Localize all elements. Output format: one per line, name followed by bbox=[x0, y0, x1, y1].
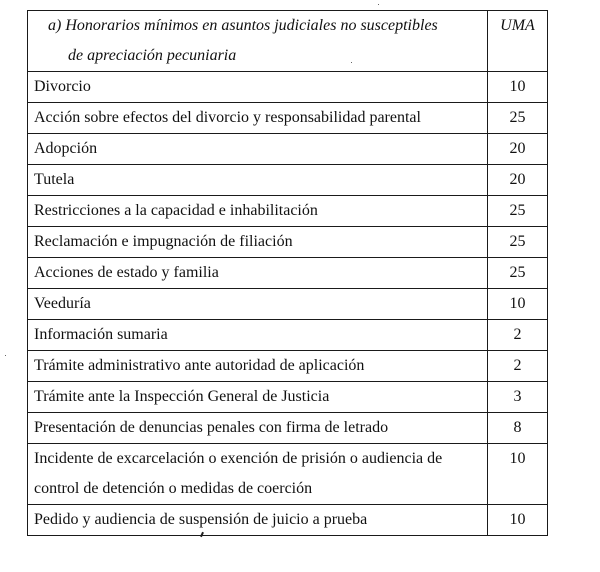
row-label: Presentación de denuncias penales con firma de letrado bbox=[28, 413, 488, 444]
row-label: Trámite ante la Inspección General de Justicia bbox=[28, 382, 488, 413]
header-title-line2: de apreciación pecuniaria bbox=[68, 47, 237, 64]
row-label: Reclamación e impugnación de filiación bbox=[28, 227, 488, 258]
table-row bbox=[28, 413, 548, 444]
table-row bbox=[28, 351, 548, 382]
scan-artifact-dot bbox=[351, 62, 352, 63]
row-value: 20 bbox=[488, 165, 548, 196]
row-value: 10 bbox=[488, 505, 548, 536]
row-value: 8 bbox=[488, 413, 548, 444]
table-row bbox=[28, 505, 548, 536]
row-value: 10 bbox=[488, 72, 548, 103]
fees-table bbox=[27, 10, 548, 536]
row-value: 10 bbox=[488, 289, 548, 320]
header-uma: UMA bbox=[488, 11, 548, 72]
table-row bbox=[28, 72, 548, 103]
table-row bbox=[28, 382, 548, 413]
row-value: 25 bbox=[488, 103, 548, 134]
row-label: Incidente de excarcelación o exención de prisión o audiencia de control de detención o medidas de coerción bbox=[28, 444, 488, 505]
table-row bbox=[28, 196, 548, 227]
table-row bbox=[28, 165, 548, 196]
row-label: Tutela bbox=[28, 165, 488, 196]
table-row bbox=[28, 258, 548, 289]
row-value: 25 bbox=[488, 258, 548, 289]
row-value: 2 bbox=[488, 320, 548, 351]
row-label: Pedido y audiencia de suspensión de juicio a prueba bbox=[28, 505, 488, 536]
scan-artifact-dot bbox=[5, 355, 6, 356]
header-title-line1: a) Honorarios mínimos en asuntos judiciales no susceptibles bbox=[48, 17, 438, 34]
table-row bbox=[28, 134, 548, 165]
row-label: Acciones de estado y familia bbox=[28, 258, 488, 289]
row-label: Veeduría bbox=[28, 289, 488, 320]
row-label: Restricciones a la capacidad e inhabilitación bbox=[28, 196, 488, 227]
row-value: 10 bbox=[488, 444, 548, 505]
header-title bbox=[28, 11, 488, 72]
row-value: 25 bbox=[488, 227, 548, 258]
row-value: 25 bbox=[488, 196, 548, 227]
table-row bbox=[28, 444, 548, 505]
table-row bbox=[28, 103, 548, 134]
table-row bbox=[28, 227, 548, 258]
row-value: 3 bbox=[488, 382, 548, 413]
table-header-row bbox=[28, 11, 548, 72]
row-value: 20 bbox=[488, 134, 548, 165]
row-value: 2 bbox=[488, 351, 548, 382]
row-label: Adopción bbox=[28, 134, 488, 165]
scan-artifact-dot bbox=[378, 4, 379, 5]
row-label: Acción sobre efectos del divorcio y responsabilidad parental bbox=[28, 103, 488, 134]
table-row bbox=[28, 289, 548, 320]
row-label: Información sumaria bbox=[28, 320, 488, 351]
row-label: Trámite administrativo ante autoridad de aplicación bbox=[28, 351, 488, 382]
row-label: Divorcio bbox=[28, 72, 488, 103]
table-row bbox=[28, 320, 548, 351]
